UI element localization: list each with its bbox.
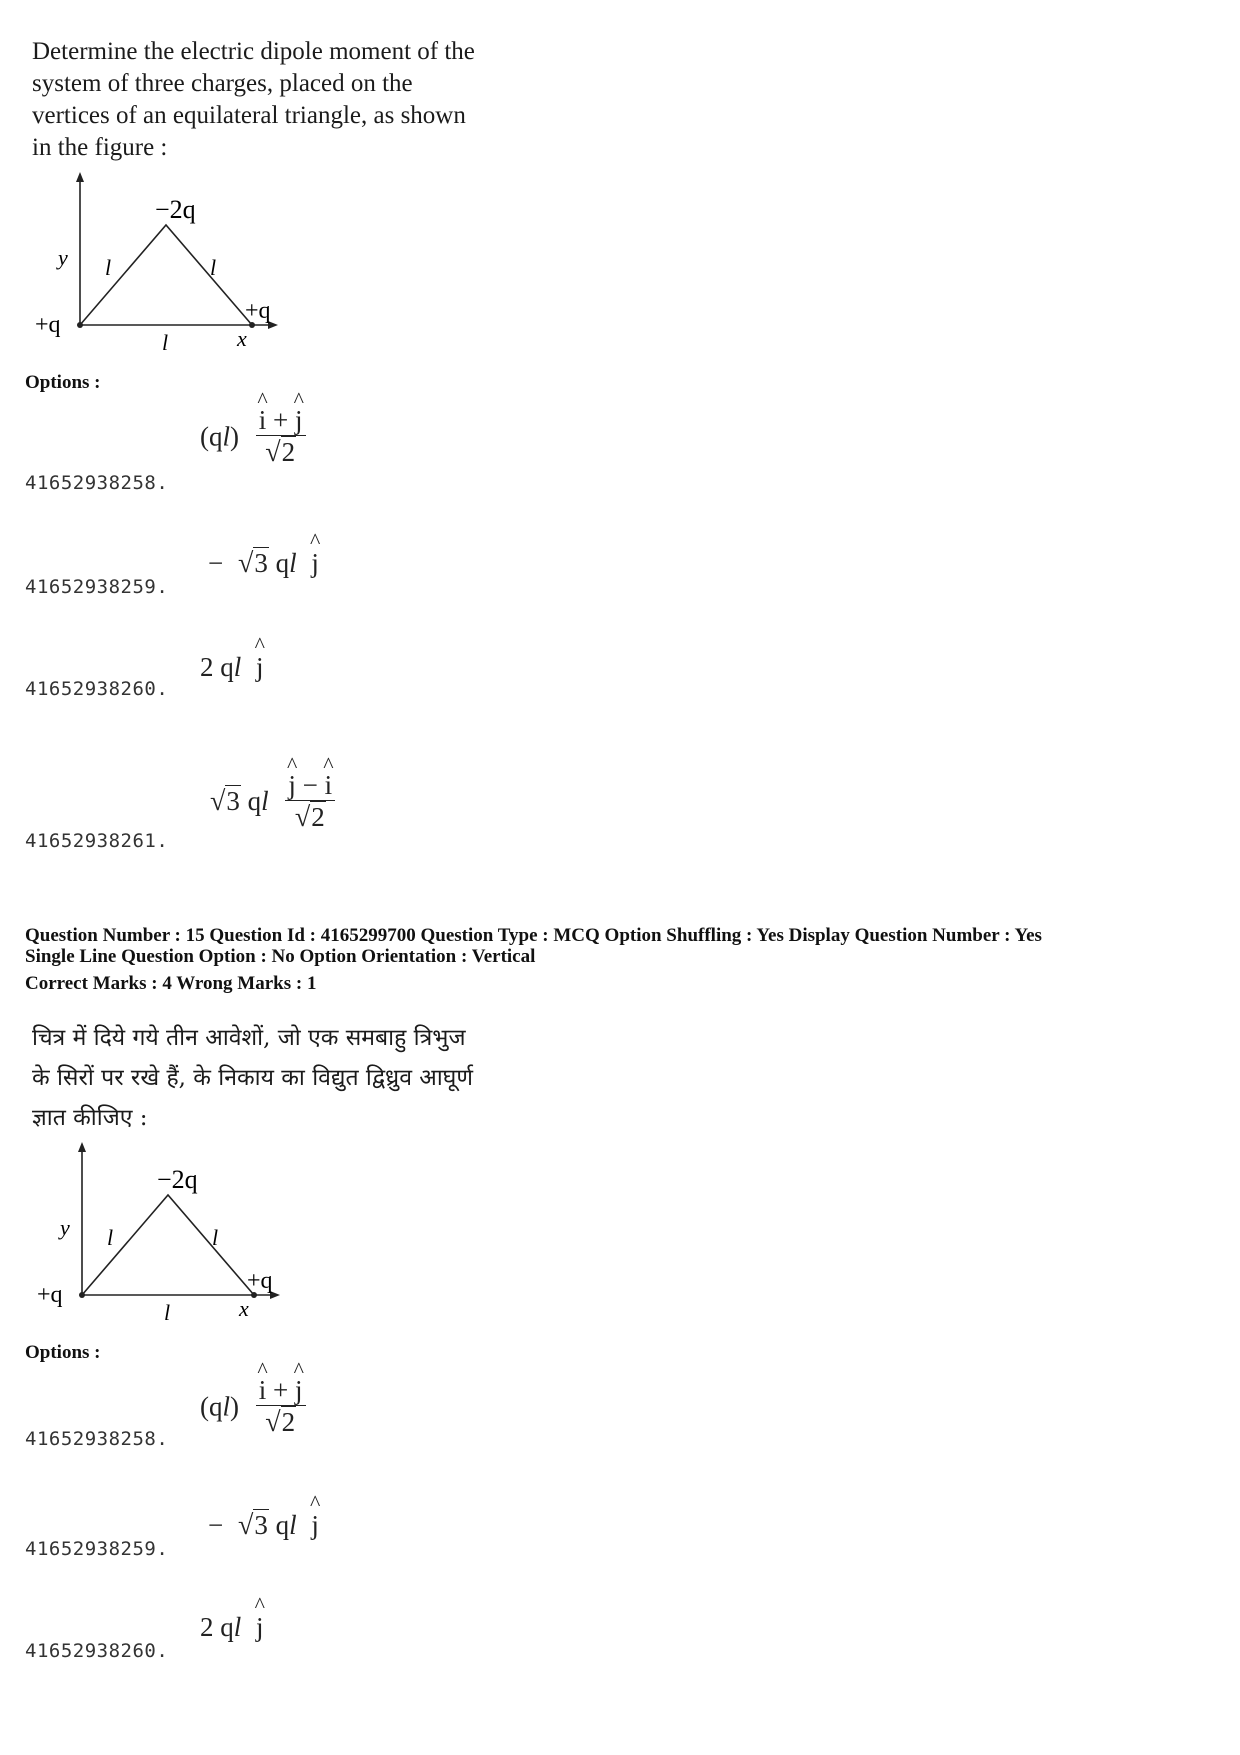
options-label: Options :	[25, 1342, 101, 1363]
side-bottom-label: l	[164, 1300, 171, 1320]
option-id[interactable]: 41652938260.	[25, 1640, 169, 1662]
option-id[interactable]: 41652938258.	[25, 472, 169, 494]
option-id[interactable]: 41652938260.	[25, 678, 169, 700]
question-meta-line-1: Question Number : 15 Question Id : 4165299700 Question Type : MCQ Option Shuffling : Yes Display Question Number : Yes	[25, 925, 1042, 946]
option-id[interactable]: 41652938261.	[25, 830, 169, 852]
top-charge-label: −2q	[155, 195, 196, 224]
question-line: चित्र में दिये गये तीन आवेशों, जो एक समबाहु त्रिभुज	[32, 1025, 466, 1051]
top-charge-label: −2q	[157, 1165, 198, 1194]
option-a-expression: (ql) ^ $\frac{i + \^{} j}{√2}$	[200, 405, 306, 469]
y-axis-label: y	[58, 245, 68, 270]
question-line: के सिरों पर रखे हैं, के निकाय का विद्युत द्विध्रुव आघूर्ण	[32, 1065, 474, 1091]
side-left-label: l	[105, 255, 112, 280]
right-charge-label: +q	[245, 298, 271, 324]
x-axis-label: x	[239, 1296, 249, 1320]
question-line: in the figure :	[32, 134, 168, 161]
question-line: ज्ञात कीजिए :	[32, 1105, 148, 1131]
question-line: system of three charges, placed on the	[32, 70, 413, 97]
option-c-expression: 2 ql ^ j	[200, 652, 264, 683]
side-right-label: l	[210, 255, 217, 280]
question-marks: Correct Marks : 4 Wrong Marks : 1	[25, 973, 317, 994]
left-charge-label: +q	[35, 312, 61, 338]
right-charge-label: +q	[247, 1268, 273, 1294]
option-id[interactable]: 41652938258.	[25, 1428, 169, 1450]
option-d-expression: √3 ql ^ $\frac{j - \^{} i}{√2}$	[210, 770, 335, 834]
options-label: Options :	[25, 372, 101, 393]
option-b-expression: − √3 ql ^ j	[208, 548, 319, 580]
question-text-hindi	[32, 1018, 592, 1138]
question-meta-line-2: Single Line Question Option : No Option Orientation : Vertical	[25, 946, 536, 967]
question-text-english	[32, 36, 552, 164]
question-line: Determine the electric dipole moment of the	[32, 38, 475, 65]
option-id[interactable]: 41652938259.	[25, 576, 169, 598]
side-left-label: l	[107, 1225, 114, 1250]
side-right-label: l	[212, 1225, 219, 1250]
option-b-expression: − √3 ql ^ j	[208, 1510, 319, 1542]
triangle-figure	[30, 170, 290, 350]
left-charge-label: +q	[37, 1282, 63, 1308]
triangle-figure	[32, 1140, 292, 1320]
y-axis-label: y	[60, 1215, 70, 1240]
option-id[interactable]: 41652938259.	[25, 1538, 169, 1560]
option-a-expression: (ql) ^ $\frac{i + \^{} j}{√2}$	[200, 1375, 306, 1439]
option-c-expression: 2 ql ^ j	[200, 1612, 264, 1643]
x-axis-label: x	[237, 326, 247, 350]
side-bottom-label: l	[162, 330, 169, 350]
question-line: vertices of an equilateral triangle, as shown	[32, 102, 466, 129]
